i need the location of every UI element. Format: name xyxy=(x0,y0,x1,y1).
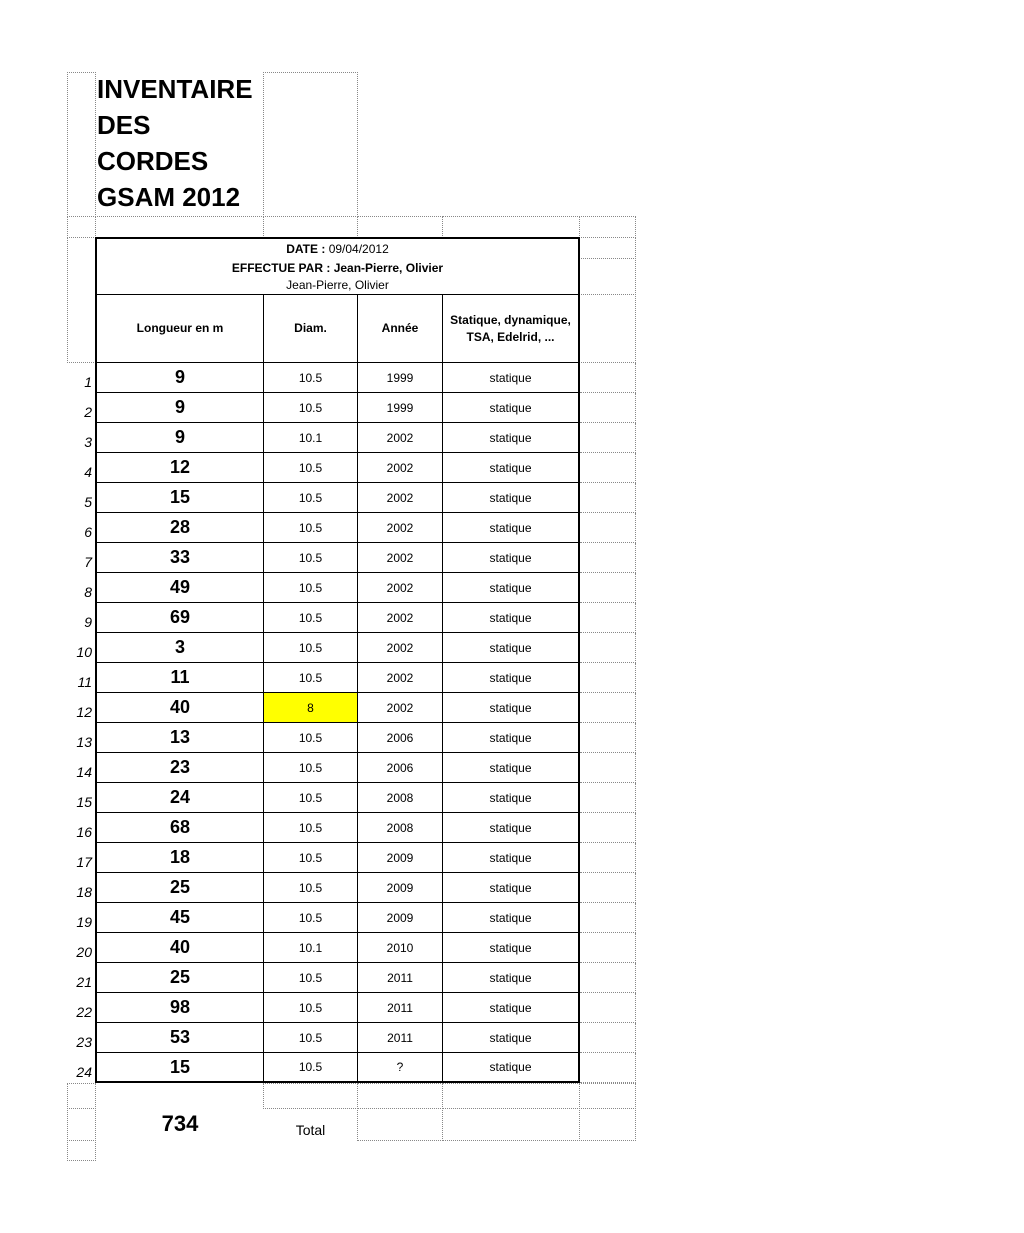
title-side-cell xyxy=(263,72,358,217)
row-number: 15 xyxy=(76,794,92,810)
grid-footer-cell xyxy=(357,1108,443,1141)
grid-footer-cell xyxy=(442,1083,580,1109)
type-cell: statique xyxy=(443,1053,580,1083)
grid-side-cell xyxy=(580,363,636,393)
diameter-cell: 10.5 xyxy=(264,363,358,393)
diameter-cell: 10.5 xyxy=(264,903,358,933)
year-cell: 2009 xyxy=(358,903,443,933)
type-cell: statique xyxy=(443,363,580,393)
grid-side-cell xyxy=(580,573,636,603)
type-cell: statique xyxy=(443,453,580,483)
grid-side-cell xyxy=(580,603,636,633)
type-cell: statique xyxy=(443,963,580,993)
year-cell: 1999 xyxy=(358,363,443,393)
date-line xyxy=(97,240,578,258)
grid-spacer-cell xyxy=(357,216,443,238)
length-cell: 40 xyxy=(95,933,264,963)
year-cell: 2002 xyxy=(358,693,443,723)
title-line-2: DES xyxy=(97,110,151,140)
inventory-header xyxy=(95,237,580,295)
grid-side-cell xyxy=(580,483,636,513)
year-cell: 2011 xyxy=(358,993,443,1023)
grid-footer-cell xyxy=(67,1108,96,1141)
row-number: 22 xyxy=(76,1004,92,1020)
year-cell: 2002 xyxy=(358,603,443,633)
grid-side-cell xyxy=(579,294,636,363)
length-cell: 53 xyxy=(95,1023,264,1053)
year-cell: 2011 xyxy=(358,1023,443,1053)
length-cell: 33 xyxy=(95,543,264,573)
diameter-cell: 10.5 xyxy=(264,483,358,513)
date-label: DATE : xyxy=(286,242,326,256)
row-number: 17 xyxy=(76,854,92,870)
grid-footer-cell xyxy=(579,1108,636,1141)
type-cell: statique xyxy=(443,753,580,783)
type-cell: statique xyxy=(443,813,580,843)
grid-spacer-cell xyxy=(263,216,358,238)
row-number: 5 xyxy=(84,494,92,510)
done-by-value: Jean-Pierre, Olivier xyxy=(333,261,444,275)
year-cell: 2002 xyxy=(358,633,443,663)
grid-side-cell xyxy=(580,903,636,933)
type-cell: statique xyxy=(443,723,580,753)
year-cell: 2010 xyxy=(358,933,443,963)
grid-side-cell xyxy=(580,1023,636,1053)
diameter-cell: 10.5 xyxy=(264,543,358,573)
length-cell: 68 xyxy=(95,813,264,843)
grid-footer-cell xyxy=(263,1083,358,1109)
diameter-cell: 10.5 xyxy=(264,393,358,423)
diameter-cell: 10.5 xyxy=(264,723,358,753)
row-number: 1 xyxy=(84,374,92,390)
length-cell: 13 xyxy=(95,723,264,753)
grid-gutter-cell xyxy=(67,237,96,363)
grid-spacer-cell xyxy=(579,216,636,238)
diameter-cell: 10.5 xyxy=(264,663,358,693)
year-cell: 2002 xyxy=(358,423,443,453)
diameter-cell: 10.1 xyxy=(264,423,358,453)
row-number: 21 xyxy=(76,974,92,990)
row-number: 9 xyxy=(84,614,92,630)
year-cell: 2002 xyxy=(358,483,443,513)
diameter-cell: 10.5 xyxy=(264,1053,358,1083)
length-cell: 11 xyxy=(95,663,264,693)
grid-footer-cell xyxy=(67,1083,96,1109)
type-cell: statique xyxy=(443,873,580,903)
grid-side-cell xyxy=(579,258,636,295)
row-number: 11 xyxy=(77,674,92,690)
length-cell: 69 xyxy=(95,603,264,633)
length-cell: 15 xyxy=(95,483,264,513)
row-number: 19 xyxy=(76,914,92,930)
length-cell: 25 xyxy=(95,873,264,903)
length-cell: 49 xyxy=(95,573,264,603)
row-number: 12 xyxy=(76,704,92,720)
year-cell: 2006 xyxy=(358,753,443,783)
grid-side-cell xyxy=(580,693,636,723)
grid-side-cell xyxy=(580,783,636,813)
row-number: 3 xyxy=(84,434,92,450)
grid-footer-cell xyxy=(579,1083,636,1109)
diameter-cell: 10.5 xyxy=(264,603,358,633)
row-number: 10 xyxy=(76,644,92,660)
length-cell: 18 xyxy=(95,843,264,873)
row-number: 20 xyxy=(76,944,92,960)
grid-side-cell xyxy=(580,873,636,903)
year-cell: 2002 xyxy=(358,453,443,483)
length-cell: 23 xyxy=(95,753,264,783)
year-cell: ? xyxy=(358,1053,443,1083)
row-number: 13 xyxy=(76,734,92,750)
diameter-cell: 10.5 xyxy=(264,993,358,1023)
type-cell: statique xyxy=(443,483,580,513)
row-number: 6 xyxy=(84,524,92,540)
year-cell: 2008 xyxy=(358,813,443,843)
type-cell: statique xyxy=(443,513,580,543)
diameter-cell: 10.5 xyxy=(264,813,358,843)
grid-side-cell xyxy=(580,723,636,753)
year-cell: 2009 xyxy=(358,843,443,873)
year-cell: 2002 xyxy=(358,513,443,543)
title-line-3: CORDES xyxy=(97,146,209,176)
grid-side-cell xyxy=(580,423,636,453)
grid-side-cell xyxy=(580,933,636,963)
row-number: 2 xyxy=(84,404,92,420)
type-cell: statique xyxy=(443,633,580,663)
diameter-cell: 10.5 xyxy=(264,453,358,483)
column-header-year: Année xyxy=(358,295,443,363)
length-cell: 98 xyxy=(95,993,264,1023)
length-cell: 15 xyxy=(95,1053,264,1083)
year-cell: 2009 xyxy=(358,873,443,903)
year-cell: 2008 xyxy=(358,783,443,813)
grid-side-cell xyxy=(580,993,636,1023)
diameter-cell: 10.5 xyxy=(264,963,358,993)
type-cell: statique xyxy=(443,543,580,573)
year-cell: 2002 xyxy=(358,663,443,693)
diameter-cell: 10.5 xyxy=(264,1023,358,1053)
type-cell: statique xyxy=(443,783,580,813)
length-cell: 9 xyxy=(95,363,264,393)
type-cell: statique xyxy=(443,663,580,693)
length-cell: 3 xyxy=(95,633,264,663)
total-length-value: 734 xyxy=(161,1111,199,1136)
type-cell: statique xyxy=(443,1023,580,1053)
type-cell: statique xyxy=(443,693,580,723)
grid-footer-cell xyxy=(442,1108,580,1141)
row-number: 23 xyxy=(76,1034,92,1050)
row-number: 16 xyxy=(76,824,92,840)
type-cell: statique xyxy=(443,933,580,963)
length-cell: 25 xyxy=(95,963,264,993)
type-cell: statique xyxy=(443,843,580,873)
total-label: Total xyxy=(295,1122,326,1138)
row-number: 4 xyxy=(84,464,92,480)
diameter-cell: 10.5 xyxy=(264,783,358,813)
grid-spacer-cell xyxy=(67,216,96,238)
row-number: 14 xyxy=(76,764,92,780)
column-header-diameter: Diam. xyxy=(264,295,358,363)
diameter-cell: 10.5 xyxy=(264,873,358,903)
year-cell: 1999 xyxy=(358,393,443,423)
type-cell: statique xyxy=(443,423,580,453)
diameter-cell: 10.5 xyxy=(264,513,358,543)
grid-footer-cell xyxy=(357,1083,443,1109)
grid-side-cell xyxy=(580,963,636,993)
year-cell: 2011 xyxy=(358,963,443,993)
grid-side-cell xyxy=(580,663,636,693)
grid-side-cell xyxy=(580,543,636,573)
date-value: 09/04/2012 xyxy=(328,242,389,256)
length-cell: 28 xyxy=(95,513,264,543)
grid-spacer-cell xyxy=(442,216,580,238)
type-cell: statique xyxy=(443,573,580,603)
grid-side-cell xyxy=(580,453,636,483)
column-header-type: Statique, dynamique, TSA, Edelrid, ... xyxy=(443,295,580,363)
diameter-cell: 10.5 xyxy=(264,573,358,603)
title-line-1: INVENTAIRE xyxy=(97,74,253,104)
row-number: 24 xyxy=(76,1064,92,1080)
grid-side-cell xyxy=(580,753,636,783)
type-cell: statique xyxy=(443,603,580,633)
done-by-label: EFFECTUE PAR : xyxy=(231,261,331,275)
year-cell: 2002 xyxy=(358,543,443,573)
diameter-cell: 10.5 xyxy=(264,843,358,873)
grid-side-cell xyxy=(580,393,636,423)
type-cell: statique xyxy=(443,393,580,423)
length-cell: 45 xyxy=(95,903,264,933)
grid-side-cell xyxy=(580,633,636,663)
column-header-length: Longueur en m xyxy=(95,295,264,363)
done-by-repeat: Jean-Pierre, Olivier xyxy=(286,278,389,292)
diameter-cell: 10.1 xyxy=(264,933,358,963)
grid-side-cell xyxy=(580,1053,636,1083)
length-cell: 9 xyxy=(95,423,264,453)
diameter-cell: 10.5 xyxy=(264,753,358,783)
diameter-cell: 10.5 xyxy=(264,633,358,663)
diameter-cell: 8 xyxy=(264,693,358,723)
done-by-line xyxy=(97,259,578,277)
title-gutter-cell xyxy=(67,72,96,217)
grid-side-cell xyxy=(580,813,636,843)
type-cell: statique xyxy=(443,993,580,1023)
length-cell: 12 xyxy=(95,453,264,483)
type-cell: statique xyxy=(443,903,580,933)
grid-side-cell xyxy=(580,513,636,543)
year-cell: 2002 xyxy=(358,573,443,603)
row-number: 7 xyxy=(84,554,92,570)
row-number: 8 xyxy=(84,584,92,600)
grid-side-cell xyxy=(580,843,636,873)
length-cell: 40 xyxy=(95,693,264,723)
row-number: 18 xyxy=(76,884,92,900)
title-line-4: GSAM 2012 xyxy=(97,182,241,212)
length-cell: 24 xyxy=(95,783,264,813)
grid-footer-cell xyxy=(67,1140,96,1161)
grid-side-cell xyxy=(579,237,636,259)
grid-spacer-cell xyxy=(95,216,264,238)
length-cell: 9 xyxy=(95,393,264,423)
year-cell: 2006 xyxy=(358,723,443,753)
